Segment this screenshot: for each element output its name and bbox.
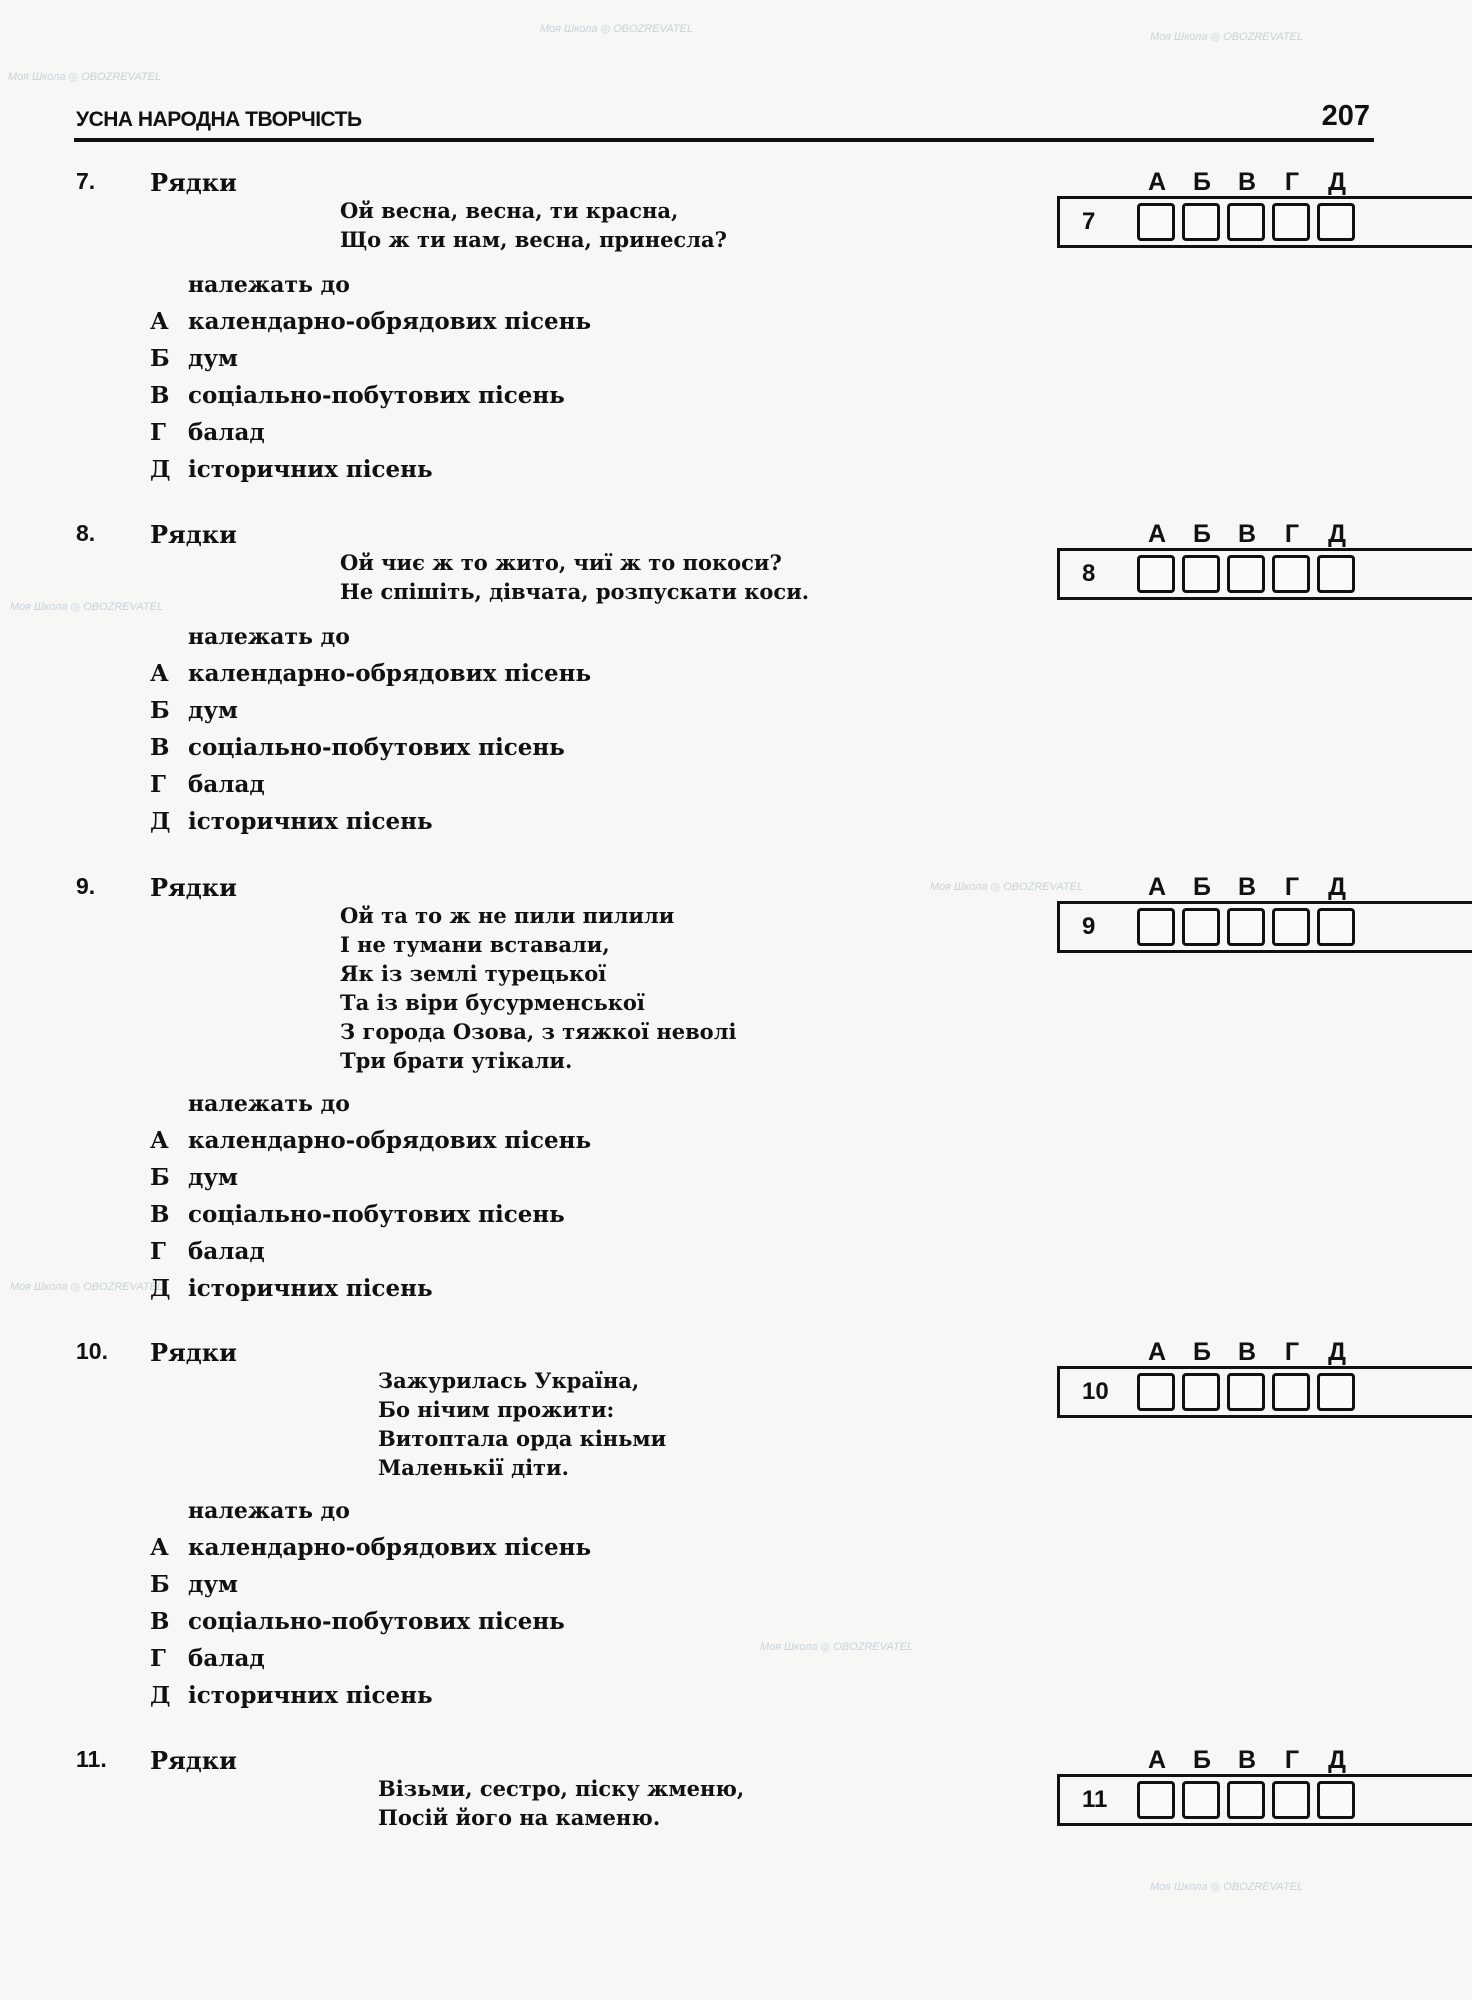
- answer-letter: В: [1237, 520, 1257, 548]
- answer-box-d[interactable]: [1317, 203, 1355, 241]
- answer-row: [1057, 1774, 1472, 1826]
- watermark: Моя Школа ◎ OBOZREVATEL: [760, 1641, 914, 1653]
- option-letter: Б: [150, 1571, 170, 1598]
- answer-row-number: 10: [1057, 1369, 1129, 1415]
- verse: [340, 548, 809, 606]
- verse-line: Зажурилась Україна,: [378, 1368, 640, 1393]
- option-text: соціально-побутових пісень: [188, 382, 565, 409]
- answer-box-v[interactable]: [1227, 555, 1265, 593]
- verse: [340, 901, 736, 1075]
- verse: [340, 196, 727, 254]
- answer-letter: В: [1237, 873, 1257, 901]
- watermark: Моя Школа ◎ OBOZREVATEL: [1150, 31, 1304, 43]
- verse-line: Витоптала орда кіньми: [378, 1426, 667, 1451]
- belong-text: належать до: [188, 1498, 350, 1524]
- answer-row-number: 7: [1057, 199, 1129, 245]
- answer-row: [1057, 901, 1472, 953]
- watermark: Моя Школа ◎ OBOZREVATEL: [10, 1281, 164, 1293]
- answer-box-h[interactable]: [1272, 555, 1310, 593]
- belong-text: належать до: [188, 272, 350, 298]
- option-letter: Г: [150, 1238, 166, 1265]
- page-header: [74, 96, 1374, 142]
- option-letter: В: [150, 1608, 170, 1635]
- answer-box-b[interactable]: [1182, 203, 1220, 241]
- option-letter: Г: [150, 419, 166, 446]
- option-text: дум: [188, 697, 239, 724]
- belong-text: належать до: [188, 624, 350, 650]
- question-lead: Рядки: [150, 1746, 237, 1775]
- answer-letter: В: [1237, 1746, 1257, 1774]
- question-number: 7.: [76, 168, 96, 194]
- answer-box-a[interactable]: [1137, 555, 1175, 593]
- answer-box-d[interactable]: [1317, 1373, 1355, 1411]
- answer-box-h[interactable]: [1272, 908, 1310, 946]
- verse-line: Не спішіть, дівчата, розпускати коси.: [340, 579, 810, 604]
- answer-letter: Б: [1193, 520, 1211, 548]
- option-text: календарно-обрядових пісень: [188, 308, 592, 335]
- answer-box-a[interactable]: [1137, 1781, 1175, 1819]
- watermark: Моя Школа ◎ OBOZREVATEL: [10, 601, 164, 613]
- option-letter: Г: [150, 1645, 166, 1672]
- answer-row: [1057, 1366, 1472, 1418]
- option-text: соціально-побутових пісень: [188, 734, 565, 761]
- answer-box-v[interactable]: [1227, 203, 1265, 241]
- option-text: дум: [188, 345, 239, 372]
- option-text: балад: [188, 1645, 265, 1672]
- answer-row: [1057, 548, 1472, 600]
- answer-letter: Б: [1193, 168, 1211, 196]
- question-number: 11.: [76, 1746, 107, 1772]
- option-text: календарно-обрядових пісень: [188, 1127, 592, 1154]
- answer-box-h[interactable]: [1272, 1373, 1310, 1411]
- question-number: 9.: [76, 873, 96, 899]
- answer-letter: А: [1147, 168, 1167, 196]
- answer-box-a[interactable]: [1137, 908, 1175, 946]
- option-letter: Б: [150, 345, 170, 372]
- verse: [378, 1774, 744, 1832]
- answer-letter: Г: [1284, 873, 1300, 901]
- option-letter: А: [150, 660, 169, 687]
- answer-letter: В: [1237, 168, 1257, 196]
- answer-letter: Г: [1284, 1338, 1300, 1366]
- verse-line: І не тумани вставали,: [340, 932, 610, 957]
- verse-line: Бо нічим прожити:: [378, 1397, 615, 1422]
- watermark: Моя Школа ◎ OBOZREVATEL: [8, 71, 162, 83]
- answer-letter: Г: [1284, 520, 1300, 548]
- answer-box-b[interactable]: [1182, 555, 1220, 593]
- question-number: 10.: [76, 1338, 108, 1364]
- option-text: дум: [188, 1164, 239, 1191]
- answer-box-a[interactable]: [1137, 1373, 1175, 1411]
- answer-row-number: 11: [1057, 1777, 1129, 1823]
- answer-letter: Д: [1328, 168, 1346, 196]
- belong-text: належать до: [188, 1091, 350, 1117]
- answer-box-v[interactable]: [1227, 1373, 1265, 1411]
- option-text: соціально-побутових пісень: [188, 1608, 565, 1635]
- option-letter: Д: [150, 456, 171, 483]
- answer-box-a[interactable]: [1137, 203, 1175, 241]
- verse-line: Візьми, сестро, піску жменю,: [378, 1776, 745, 1801]
- option-letter: А: [150, 308, 169, 335]
- answer-row: [1057, 196, 1472, 248]
- verse-line: Три брати утікали.: [340, 1048, 573, 1073]
- option-letter: Б: [150, 1164, 170, 1191]
- answer-box-d[interactable]: [1317, 555, 1355, 593]
- answer-box-d[interactable]: [1317, 908, 1355, 946]
- answer-box-b[interactable]: [1182, 1373, 1220, 1411]
- option-text: балад: [188, 419, 265, 446]
- option-text: соціально-побутових пісень: [188, 1201, 565, 1228]
- answer-letter: Г: [1284, 168, 1300, 196]
- option-text: календарно-обрядових пісень: [188, 1534, 592, 1561]
- question-lead: Рядки: [150, 168, 237, 197]
- answer-letter: А: [1147, 1746, 1167, 1774]
- option-text: дум: [188, 1571, 239, 1598]
- option-text: історичних пісень: [188, 1682, 433, 1709]
- option-text: історичних пісень: [188, 808, 433, 835]
- option-letter: В: [150, 1201, 170, 1228]
- answer-letter: А: [1147, 873, 1167, 901]
- option-text: історичних пісень: [188, 456, 433, 483]
- answer-row-number: 9: [1057, 904, 1129, 950]
- verse-line: Ой та то ж не пили пилили: [340, 903, 675, 928]
- question-number: 8.: [76, 520, 96, 546]
- page-number: 207: [1321, 100, 1370, 132]
- option-letter: Г: [150, 771, 166, 798]
- answer-letter: Г: [1284, 1746, 1300, 1774]
- option-letter: Д: [150, 808, 171, 835]
- option-text: календарно-обрядових пісень: [188, 660, 592, 687]
- answer-box-h[interactable]: [1272, 1781, 1310, 1819]
- answer-box-h[interactable]: [1272, 203, 1310, 241]
- answer-box-b[interactable]: [1182, 1781, 1220, 1819]
- option-letter: В: [150, 734, 170, 761]
- verse-line: Як із землі турецької: [340, 961, 607, 986]
- option-letter: А: [150, 1534, 169, 1561]
- question-lead: Рядки: [150, 520, 237, 549]
- answer-letter: Б: [1193, 1746, 1211, 1774]
- watermark: Моя Школа ◎ OBOZREVATEL: [540, 23, 694, 35]
- answer-letter: Д: [1328, 1338, 1346, 1366]
- verse-line: Посій його на каменю.: [378, 1805, 661, 1830]
- verse-line: Ой чиє ж то жито, чиї ж то покоси?: [340, 550, 782, 575]
- watermark: Моя Школа ◎ OBOZREVATEL: [1150, 1881, 1304, 1893]
- answer-box-v[interactable]: [1227, 1781, 1265, 1819]
- question-lead: Рядки: [150, 1338, 237, 1367]
- option-text: балад: [188, 1238, 265, 1265]
- answer-box-d[interactable]: [1317, 1781, 1355, 1819]
- option-text: балад: [188, 771, 265, 798]
- verse-line: Маленькії діти.: [378, 1455, 569, 1480]
- option-text: історичних пісень: [188, 1275, 433, 1302]
- answer-letter: Д: [1328, 873, 1346, 901]
- answer-letter: Б: [1193, 873, 1211, 901]
- option-letter: В: [150, 382, 170, 409]
- answer-letter: Б: [1193, 1338, 1211, 1366]
- answer-box-b[interactable]: [1182, 908, 1220, 946]
- verse: [378, 1366, 666, 1482]
- verse-line: Що ж ти нам, весна, принесла?: [340, 227, 727, 252]
- answer-row-number: 8: [1057, 551, 1129, 597]
- answer-letter: Д: [1328, 520, 1346, 548]
- answer-letter: Д: [1328, 1746, 1346, 1774]
- option-letter: Д: [150, 1682, 171, 1709]
- section-title: УСНА НАРОДНА ТВОРЧІСТЬ: [76, 108, 362, 131]
- option-letter: А: [150, 1127, 169, 1154]
- option-letter: Д: [150, 1275, 171, 1302]
- answer-letter: А: [1147, 1338, 1167, 1366]
- answer-letter: В: [1237, 1338, 1257, 1366]
- question-lead: Рядки: [150, 873, 237, 902]
- answer-box-v[interactable]: [1227, 908, 1265, 946]
- verse-line: З города Озова, з тяжкої неволі: [340, 1019, 737, 1044]
- option-letter: Б: [150, 697, 170, 724]
- verse-line: Та із віри бусурменської: [340, 990, 645, 1015]
- watermark: Моя Школа ◎ OBOZREVATEL: [930, 881, 1084, 893]
- verse-line: Ой весна, весна, ти красна,: [340, 198, 679, 223]
- answer-letter: А: [1147, 520, 1167, 548]
